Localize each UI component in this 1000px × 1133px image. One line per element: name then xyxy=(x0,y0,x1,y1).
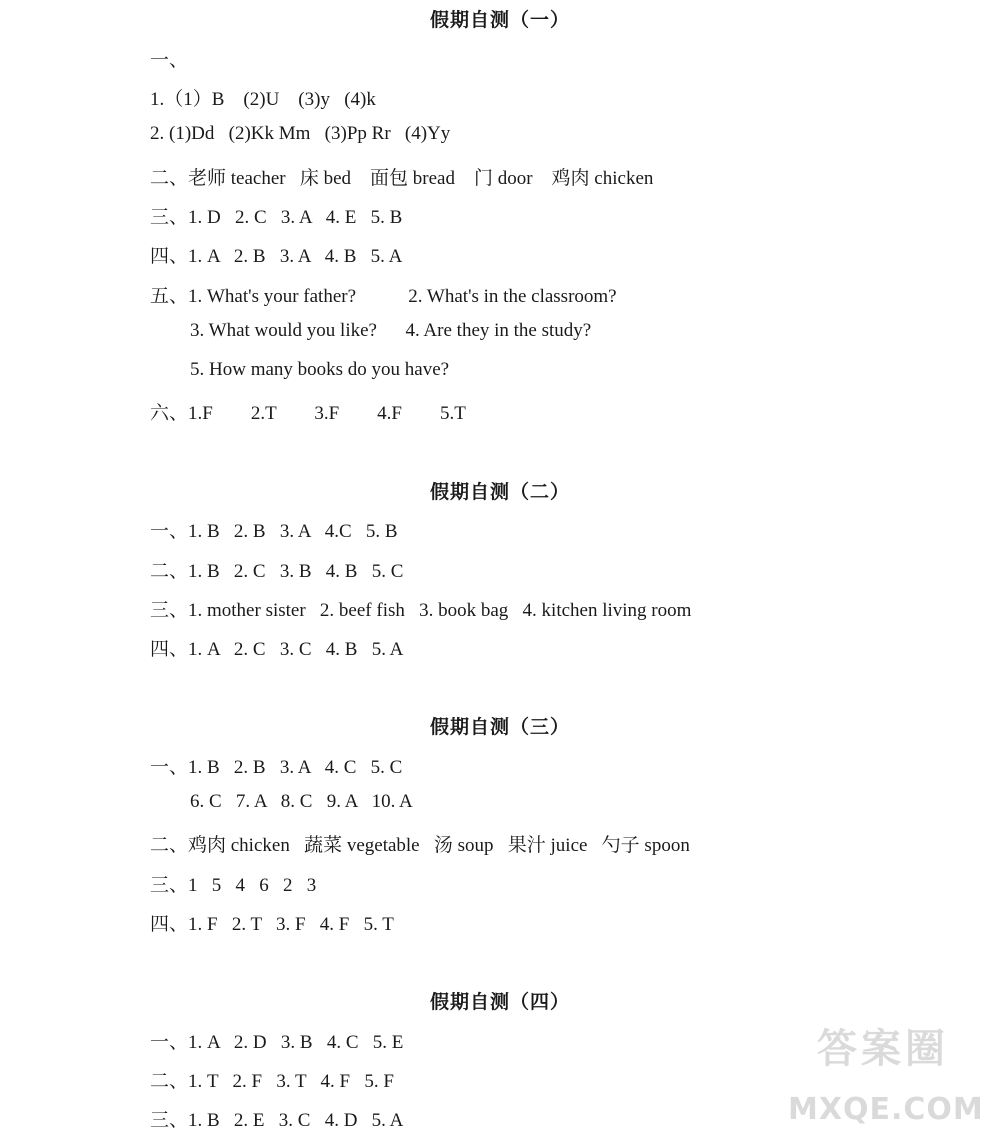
section-title-3: 假期自测（三） xyxy=(429,716,570,738)
s4-line-3: 三、1. B 2. E 3. C 4. D 5. A xyxy=(150,1110,404,1131)
s1-line-6: 四、1. A 2. B 3. A 4. B 5. A xyxy=(150,246,403,267)
s3-line-2: 6. C 7. A 8. C 9. A 10. A xyxy=(190,791,413,812)
s3-line-4: 三、1 5 4 6 2 3 xyxy=(150,875,317,896)
s2-line-4: 四、1. A 2. C 3. C 4. B 5. A xyxy=(150,639,404,660)
watermark-top-text: 答案圈 xyxy=(817,1026,949,1072)
s1-line-5: 三、1. D 2. C 3. A 4. E 5. B xyxy=(150,207,403,228)
s4-line-1: 一、1. A 2. D 3. B 4. C 5. E xyxy=(150,1032,404,1053)
s2-line-1: 一、1. B 2. B 3. A 4.C 5. B xyxy=(150,521,398,542)
watermark-url-text: MXQE.COM xyxy=(788,1092,984,1127)
s3-line-3: 二、鸡肉 chicken 蔬菜 vegetable 汤 soup 果汁 juice 勺子 spoon xyxy=(150,835,690,856)
s3-line-5: 四、1. F 2. T 3. F 4. F 5. T xyxy=(150,914,394,935)
s1-line-3: 2. (1)Dd (2)Kk Mm (3)Pp Rr (4)Yy xyxy=(150,123,451,144)
watermark-logo xyxy=(788,1017,984,1127)
s1-line-4: 二、老师 teacher 床 bed 面包 bread 门 door 鸡肉 chicken xyxy=(150,168,654,189)
s1-line-7: 五、1. What's your father? 2. What's in the classroom? xyxy=(150,286,617,307)
s2-line-2: 二、1. B 2. C 3. B 4. B 5. C xyxy=(150,561,404,582)
s2-line-3: 三、1. mother sister 2. beef fish 3. book bag 4. kitchen living room xyxy=(150,600,692,621)
s1-line-9: 5. How many books do you have? xyxy=(190,359,450,380)
section-title-1: 假期自测（一） xyxy=(429,9,570,31)
s1-line-1: 一、 xyxy=(150,50,189,71)
section-title-4: 假期自测（四） xyxy=(429,991,570,1013)
s1-line-2: 1.（1）B (2)U (3)y (4)k xyxy=(150,89,376,110)
s1-line-8: 3. What would you like? 4. Are they in the study? xyxy=(190,320,592,341)
s3-line-1: 一、1. B 2. B 3. A 4. C 5. C xyxy=(150,757,403,778)
s1-line-10: 六、1.F 2.T 3.F 4.F 5.T xyxy=(150,403,466,424)
s4-line-2: 二、1. T 2. F 3. T 4. F 5. F xyxy=(150,1071,394,1092)
section-title-2: 假期自测（二） xyxy=(429,481,570,503)
